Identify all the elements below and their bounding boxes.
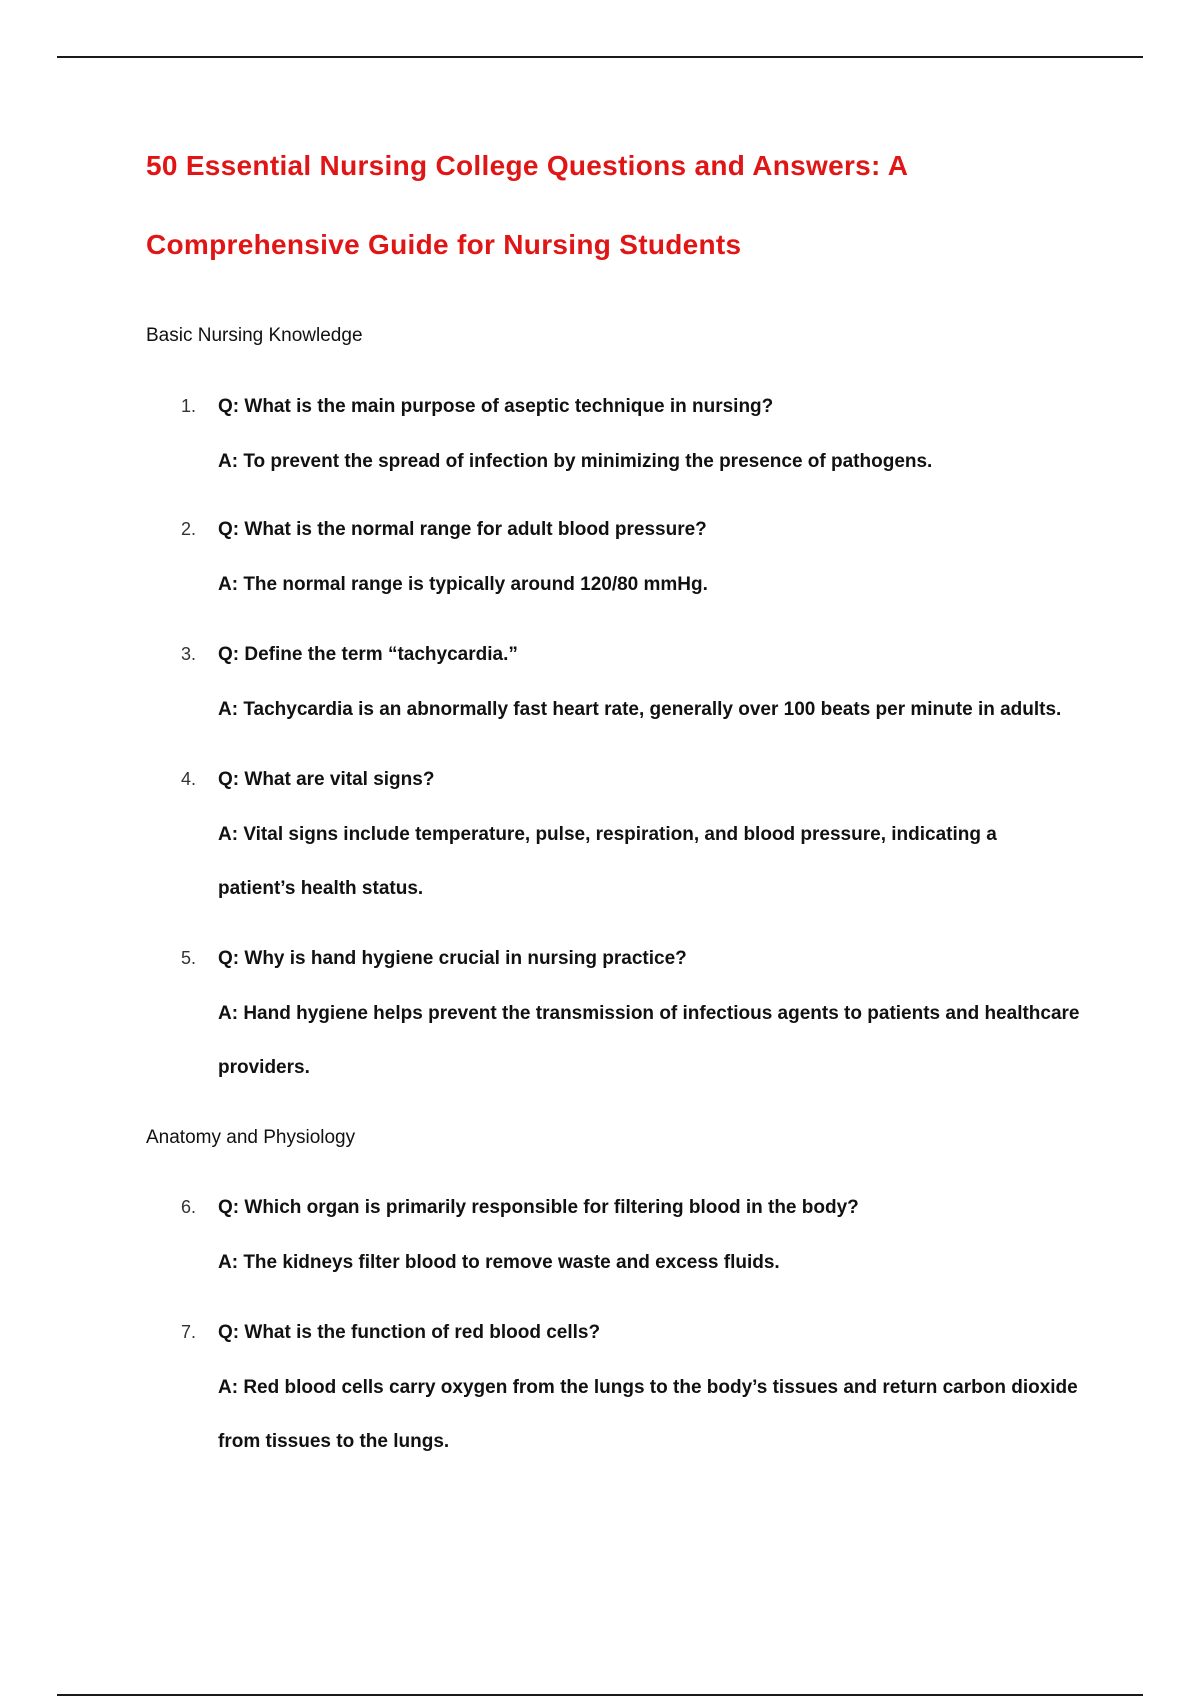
top-rule xyxy=(57,56,1143,58)
qa-answer: A: To prevent the spread of infection by minimizing the presence of pathogens. xyxy=(218,451,933,472)
qa-answer: A: Red blood cells carry oxygen from the lungs to the body’s tissues and return carbon dioxide from tissues to the lungs. xyxy=(218,1377,1078,1452)
qa-number: 7. xyxy=(181,1322,197,1342)
qa-number: 1. xyxy=(181,396,197,416)
qa-number: 4. xyxy=(181,769,197,789)
qa-question: Q: What is the normal range for adult blood pressure? xyxy=(218,519,707,540)
qa-question: Q: Define the term “tachycardia.” xyxy=(218,644,518,665)
qa-number: 5. xyxy=(181,948,197,968)
section-heading-anatomy-physiology: Anatomy and Physiology xyxy=(146,1127,356,1148)
document-title-line-2: Comprehensive Guide for Nursing Students xyxy=(146,229,742,260)
qa-answer: A: Tachycardia is an abnormally fast heart rate, generally over 100 beats per minute in adults. xyxy=(218,699,1062,720)
qa-number: 6. xyxy=(181,1197,197,1217)
section-heading-basic-nursing: Basic Nursing Knowledge xyxy=(146,325,363,346)
qa-number: 2. xyxy=(181,519,197,539)
qa-answer: A: Vital signs include temperature, pulse, respiration, and blood pressure, indicating a patient’s health status. xyxy=(218,824,997,899)
qa-question: Q: Why is hand hygiene crucial in nursing practice? xyxy=(218,948,687,969)
qa-answer: A: The kidneys filter blood to remove waste and excess fluids. xyxy=(218,1252,780,1273)
qa-question: Q: What are vital signs? xyxy=(218,769,435,790)
bottom-rule xyxy=(57,1694,1143,1696)
qa-question: Q: What is the function of red blood cells? xyxy=(218,1322,601,1343)
qa-answer: A: The normal range is typically around 120/80 mmHg. xyxy=(218,574,708,595)
qa-answer: A: Hand hygiene helps prevent the transmission of infectious agents to patients and healthcare providers. xyxy=(218,1003,1080,1078)
document-title-line-1: 50 Essential Nursing College Questions and Answers: A xyxy=(146,150,909,181)
qa-question: Q: What is the main purpose of aseptic technique in nursing? xyxy=(218,396,774,417)
qa-number: 3. xyxy=(181,644,197,664)
qa-question: Q: Which organ is primarily responsible for filtering blood in the body? xyxy=(218,1197,859,1218)
